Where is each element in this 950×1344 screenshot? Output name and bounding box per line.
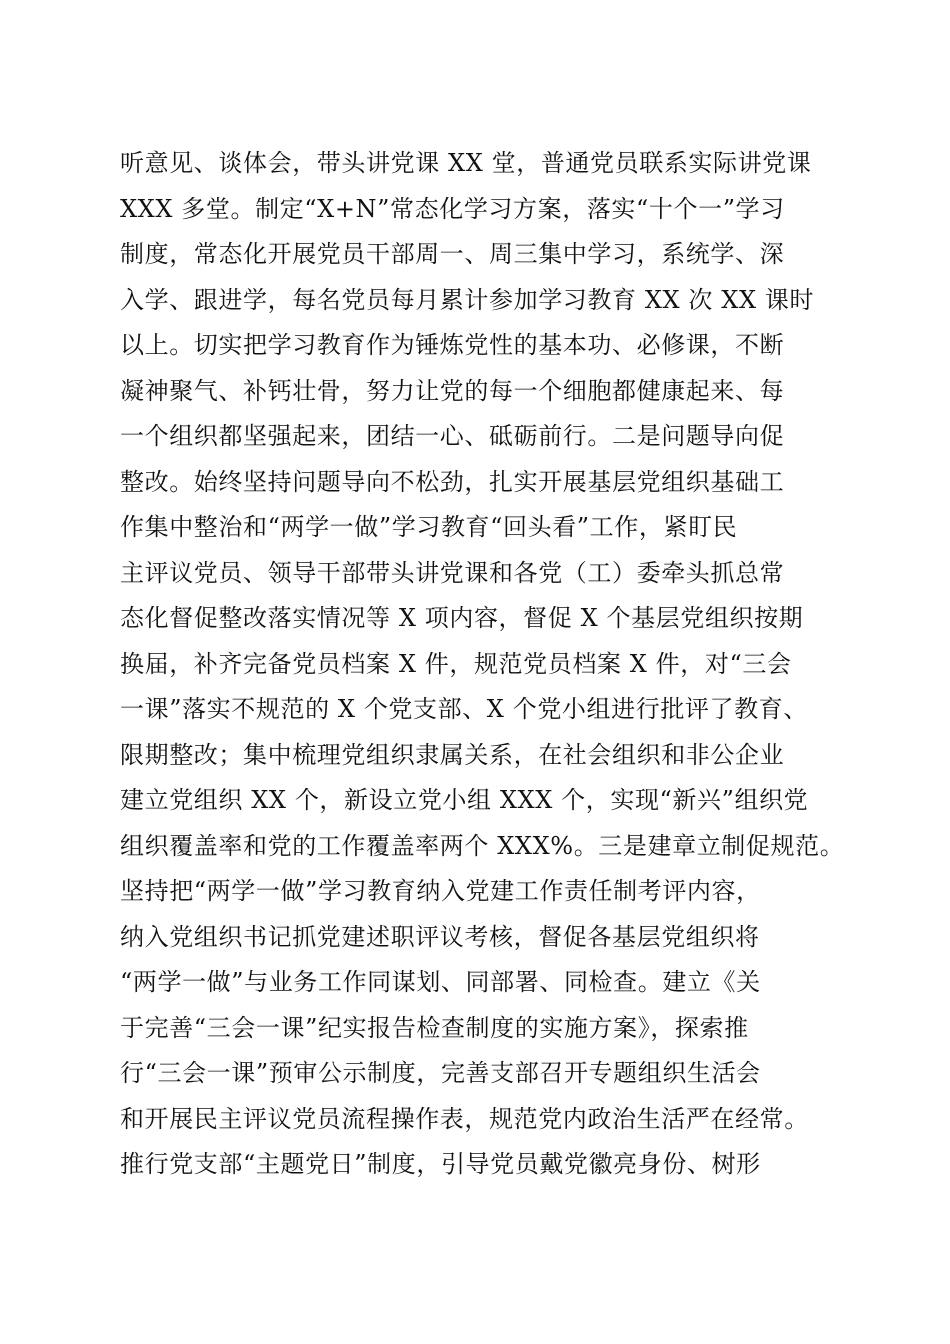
text-line-15: 建立党组织 XX 个，新设立党小组 XXX 个，实现“新兴”组织党	[120, 786, 809, 814]
text-line-9: 作集中整治和“两学一做”学习教育“回头看”工作，紧盯民	[120, 513, 738, 541]
text-line-13: 一课”落实不规范的 X 个党支部、X 个党小组进行批评了教育、	[120, 695, 808, 723]
text-line-1: 听意见、谈体会，带头讲党课 XX 堂，普通党员联系实际讲党课	[120, 149, 812, 177]
text-line-19: “两学一做”与业务工作同谋划、同部署、同检查。建立《关	[120, 968, 761, 996]
text-line-23: 推行党支部“主题党日”制度，引导党员戴党徽亮身份、树形	[120, 1150, 761, 1178]
text-line-17: 坚持把“两学一做”学习教育纳入党建工作责任制考评内容，	[120, 877, 761, 905]
text-line-2: XXX 多堂。制定“X+N”常态化学习方案，落实“十个一”学习	[120, 194, 785, 223]
text-line-20: 于完善“三会一课”纪实报告检查制度的实施方案》，探索推	[120, 1013, 749, 1042]
text-line-3: 制度，常态化开展党员干部周一、周三集中学习，系统学、深	[120, 240, 785, 268]
text-line-11: 态化督促整改落实情况等 X 项内容，督促 X 个基层党组织按期	[120, 604, 804, 632]
text-line-18: 纳入党组织书记抓党建述职评议考核，督促各基层党组织将	[120, 922, 760, 951]
text-line-7: 一个组织都坚强起来，团结一心、砥砺前行。二是问题导向促	[120, 422, 785, 450]
text-line-6: 凝神聚气、补钙壮骨，努力让党的每一个细胞都健康起来、每	[120, 376, 785, 405]
text-line-21: 行“三会一课”预审公示制度，完善支部召开专题组织生活会	[120, 1059, 761, 1087]
text-line-16: 组织覆盖率和党的工作覆盖率两个 XXX%。三是建章立制促规范。	[120, 831, 845, 860]
text-line-5: 以上。切实把学习教育作为锤炼党性的基本功、必修课，不断	[120, 331, 785, 359]
body-paragraph	[120, 141, 845, 1188]
text-line-22: 和开展民主评议党员流程操作表，规范党内政治生活严在经常。	[120, 1104, 809, 1133]
text-line-4: 入学、跟进学，每名党员每月累计参加学习教育 XX 次 XX 课时	[120, 285, 815, 314]
text-line-10: 主评议党员、领导干部带头讲党课和各党（工）委牵头抓总常	[120, 558, 785, 587]
text-line-14: 限期整改；集中梳理党组织隶属关系，在社会组织和非公企业	[120, 740, 785, 769]
text-line-8: 整改。始终坚持问题导向不松劲，扎实开展基层党组织基础工	[120, 467, 785, 496]
text-line-12: 换届，补齐完备党员档案 X 件，规范党员档案 X 件，对“三会	[120, 649, 792, 678]
